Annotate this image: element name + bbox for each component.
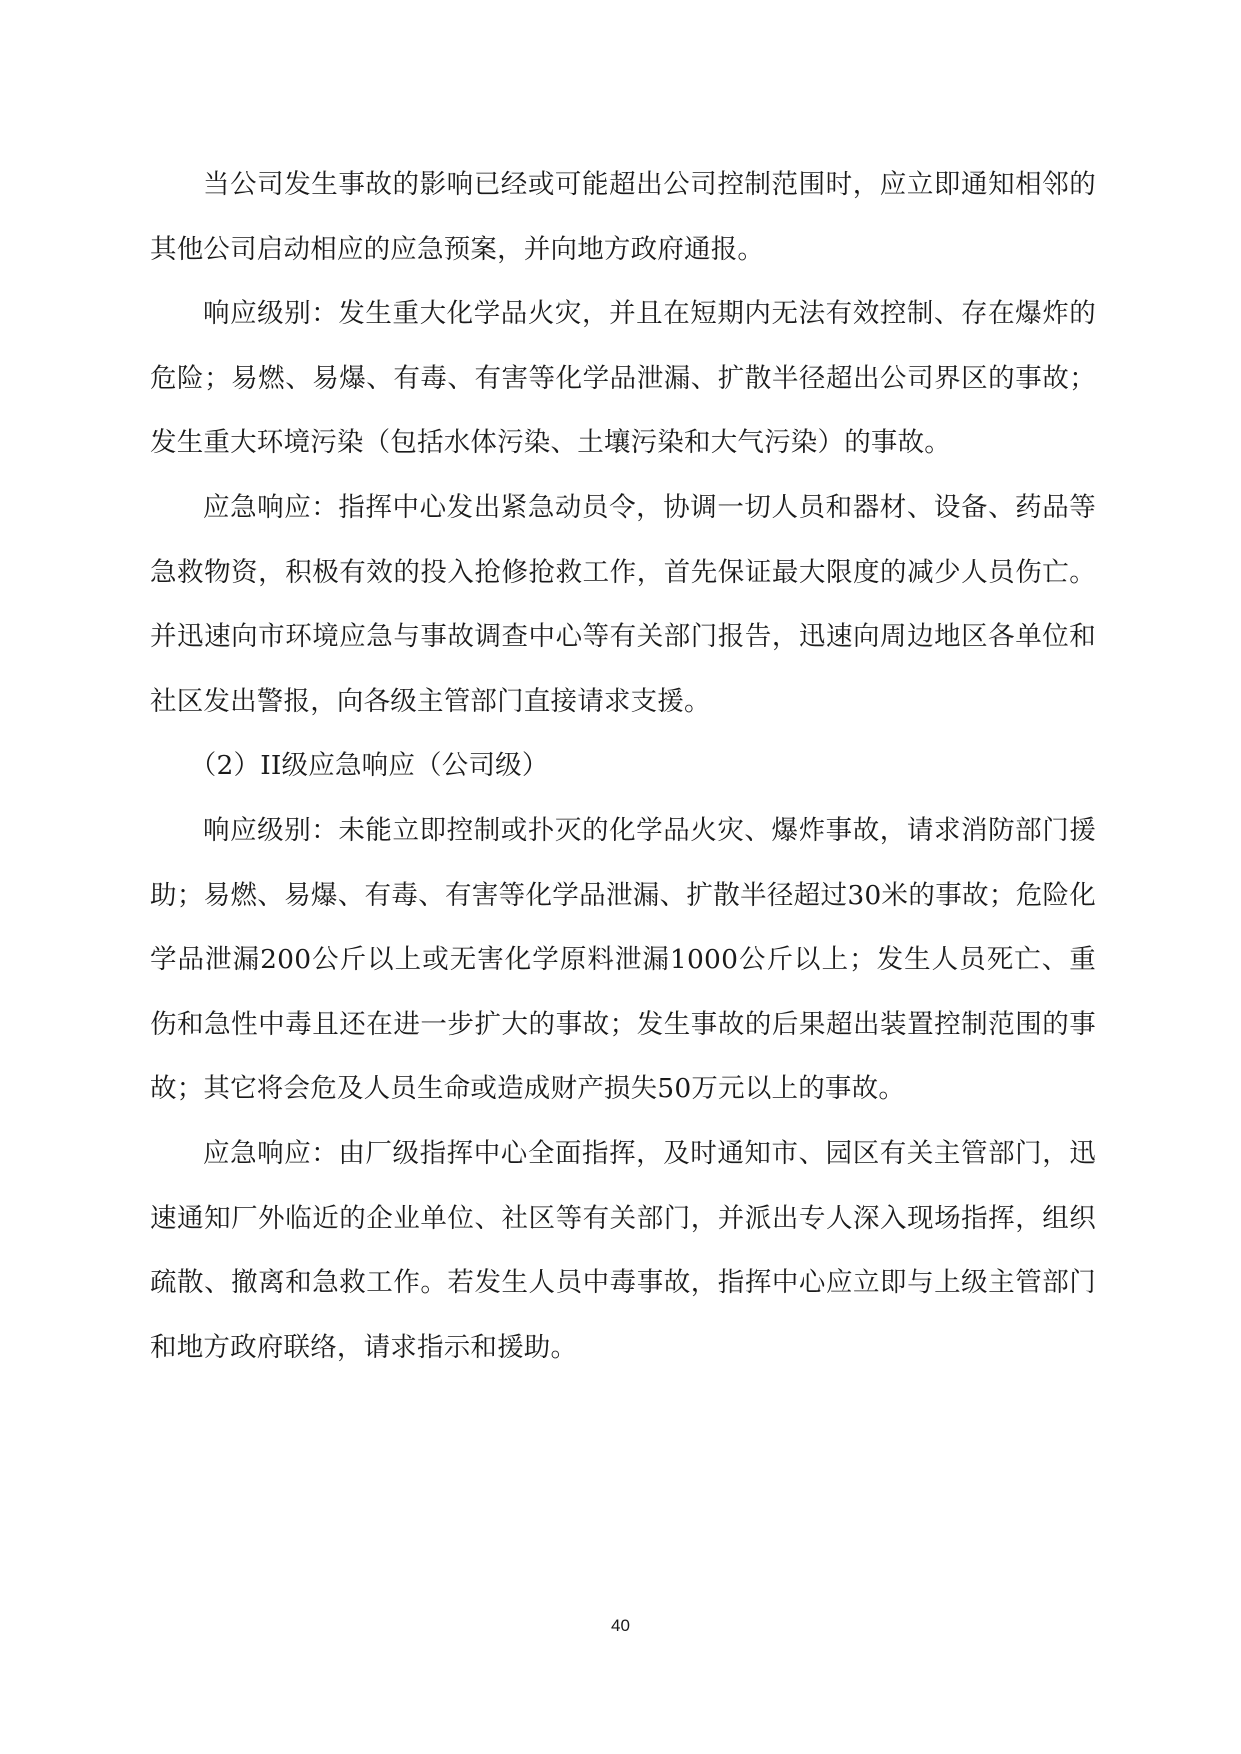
paragraph-notify-neighbors: 当公司发生事故的影响已经或可能超出公司控制范围时，应立即通知相邻的其他公司启动相应的应急预案，并向地方政府通报。 bbox=[150, 169, 1096, 265]
paragraph-level-2-criteria: 响应级别：未能立即控制或扑灭的化学品火灾、爆炸事故，请求消防部门援助；易燃、易爆、有毒、有害等化学品泄漏、扩散半径超过30米的事故；危险化学品泄漏200公斤以上或无害化学原料泄漏1000公斤以上；发生人员死亡、重伤和急性中毒且还在进一步扩大的事故；发生事故的后果超出装置控制范围的事故；其它将会危及人员生命或造成财产损失50万元以上的事故。 bbox=[150, 814, 1096, 1105]
paragraph-level-2-response: 应急响应：由厂级指挥中心全面指挥，及时通知市、园区有关主管部门，迅速通知厂外临近的企业单位、社区等有关部门，并派出专人深入现场指挥，组织疏散、撤离和急救工作。若发生人员中毒事故，指挥中心应立即与上级主管部门和地方政府联络，请求指示和援助。 bbox=[150, 1137, 1096, 1363]
page-number: 40 bbox=[611, 1616, 630, 1635]
body-text bbox=[150, 153, 1096, 1380]
paragraph-level-1-response: 应急响应：指挥中心发出紧急动员令，协调一切人员和器材、设备、药品等急救物资，积极有效的投入抢修抢救工作，首先保证最大限度的减少人员伤亡。并迅速向市环境应急与事故调查中心等有关部门报告，迅速向周边地区各单位和社区发出警报，向各级主管部门直接请求支援。 bbox=[150, 491, 1096, 717]
paragraph-level-1-criteria: 响应级别：发生重大化学品火灾，并且在短期内无法有效控制、存在爆炸的危险；易燃、易爆、有毒、有害等化学品泄漏、扩散半径超出公司界区的事故；发生重大环境污染（包括水体污染、土壤污染和大气污染）的事故。 bbox=[150, 298, 1096, 459]
section-heading-level-2: （2）II级应急响应（公司级） bbox=[189, 750, 549, 782]
